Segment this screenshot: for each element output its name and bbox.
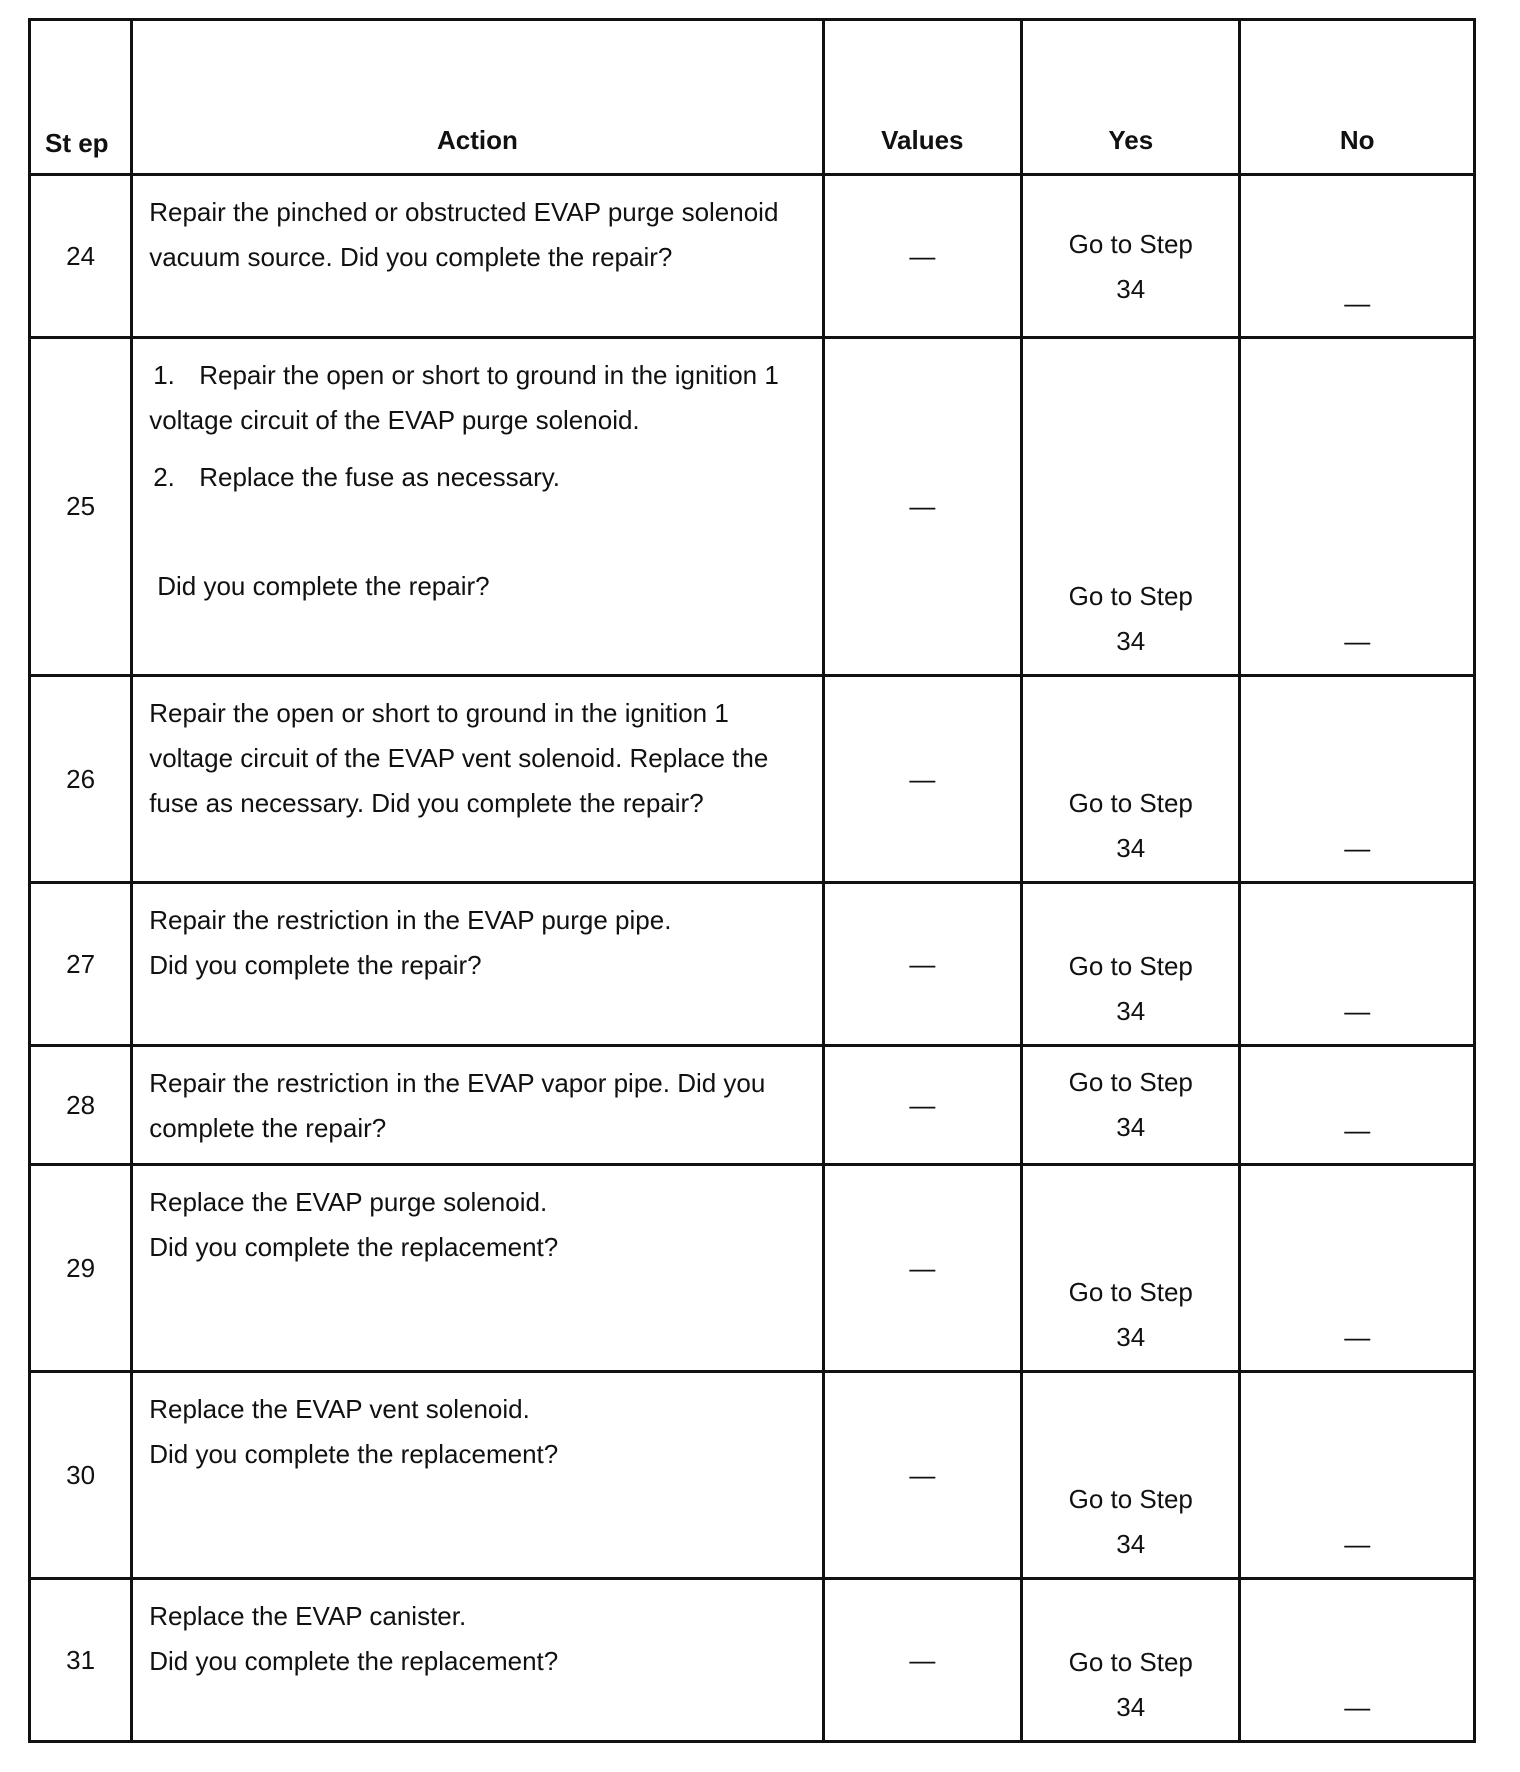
no-cell: — — [1240, 1372, 1475, 1579]
values-cell: — — [823, 1372, 1021, 1579]
header-action: Action — [132, 20, 823, 175]
values-cell: — — [823, 676, 1021, 883]
yes-cell — [1022, 1046, 1240, 1165]
yes-line-1: Go to Step — [1068, 951, 1193, 981]
action-line-2: Did you complete the replacement? — [149, 1439, 559, 1469]
action-text — [132, 1579, 823, 1742]
values-cell: — — [823, 1165, 1021, 1372]
item-number: 2. — [153, 462, 175, 492]
yes-line-1: Go to Step — [1068, 1277, 1193, 1307]
item-number: 1. — [153, 360, 175, 390]
no-cell: — — [1240, 1579, 1475, 1742]
action-line-1: Replace the EVAP purge solenoid. — [149, 1187, 548, 1217]
values-cell: — — [823, 883, 1021, 1046]
yes-line-2: 34 — [1116, 626, 1146, 656]
table-row — [30, 1579, 1475, 1742]
action-line-2: Did you complete the replacement? — [149, 1646, 559, 1676]
action-line-1: Replace the EVAP canister. — [149, 1601, 467, 1631]
item-text: Repair the open or short to ground in the ignition 1 voltage circuit of the EVAP purge solenoid. — [149, 360, 779, 435]
values-cell: — — [823, 1579, 1021, 1742]
header-row — [30, 20, 1475, 175]
values-cell: — — [823, 175, 1021, 338]
yes-cell — [1022, 676, 1240, 883]
no-cell: — — [1240, 676, 1475, 883]
diagnostic-table — [28, 18, 1476, 1743]
yes-line-1: Go to Step — [1068, 788, 1193, 818]
step-number: 31 — [30, 1579, 132, 1742]
no-cell: — — [1240, 175, 1475, 338]
yes-line-1: Go to Step — [1068, 1647, 1193, 1677]
action-line-1: Replace the EVAP vent solenoid. — [149, 1394, 530, 1424]
table-row — [30, 1165, 1475, 1372]
header-no: No — [1240, 20, 1475, 175]
step-number: 30 — [30, 1372, 132, 1579]
step-number: 24 — [30, 175, 132, 338]
action-item-1 — [149, 353, 807, 443]
yes-line-2: 34 — [1116, 1112, 1146, 1142]
yes-cell — [1022, 883, 1240, 1046]
step-number: 25 — [30, 338, 132, 676]
action-question: Did you complete the repair? — [157, 571, 490, 601]
no-cell: — — [1240, 1046, 1475, 1165]
table-row — [30, 338, 1475, 676]
action-text — [132, 1165, 823, 1372]
yes-line-2: 34 — [1116, 274, 1146, 304]
yes-line-1: Go to Step — [1068, 1067, 1193, 1097]
table-row — [30, 175, 1475, 338]
action-text: Repair the restriction in the EVAP vapor pipe. Did you complete the repair? — [132, 1046, 823, 1165]
yes-line-1: Go to Step — [1068, 581, 1193, 611]
table-row — [30, 1046, 1475, 1165]
header-values: Values — [823, 20, 1021, 175]
action-text: Repair the pinched or obstructed EVAP purge solenoid vacuum source. Did you complete the repair? — [132, 175, 823, 338]
yes-cell — [1022, 175, 1240, 338]
action-list — [149, 353, 807, 609]
yes-cell — [1022, 338, 1240, 676]
values-cell: — — [823, 338, 1021, 676]
no-cell: — — [1240, 1165, 1475, 1372]
yes-line-2: 34 — [1116, 1529, 1146, 1559]
yes-line-2: 34 — [1116, 833, 1146, 863]
no-cell: — — [1240, 338, 1475, 676]
values-cell: — — [823, 1046, 1021, 1165]
no-cell: — — [1240, 883, 1475, 1046]
yes-cell — [1022, 1579, 1240, 1742]
table-row — [30, 883, 1475, 1046]
action-text: Repair the open or short to ground in the ignition 1 voltage circuit of the EVAP vent solenoid. Replace the fuse as necessary. Did you complete the repair? — [132, 676, 823, 883]
action-line-2: Did you complete the repair? — [149, 950, 482, 980]
yes-line-2: 34 — [1116, 1692, 1146, 1722]
yes-cell — [1022, 1165, 1240, 1372]
table-row — [30, 676, 1475, 883]
yes-line-1: Go to Step — [1068, 229, 1193, 259]
step-number: 26 — [30, 676, 132, 883]
step-number: 27 — [30, 883, 132, 1046]
action-line-2: Did you complete the replacement? — [149, 1232, 559, 1262]
action-item-2 — [149, 455, 807, 500]
action-text — [132, 883, 823, 1046]
step-number: 29 — [30, 1165, 132, 1372]
yes-line-2: 34 — [1116, 996, 1146, 1026]
action-text — [132, 1372, 823, 1579]
header-yes: Yes — [1022, 20, 1240, 175]
step-number: 28 — [30, 1046, 132, 1165]
action-line-1: Repair the restriction in the EVAP purge pipe. — [149, 905, 672, 935]
item-text: Replace the fuse as necessary. — [199, 462, 561, 492]
action-text — [132, 338, 823, 676]
header-step: St ep — [30, 20, 132, 175]
yes-line-2: 34 — [1116, 1322, 1146, 1352]
yes-line-1: Go to Step — [1068, 1484, 1193, 1514]
yes-cell — [1022, 1372, 1240, 1579]
table-row — [30, 1372, 1475, 1579]
